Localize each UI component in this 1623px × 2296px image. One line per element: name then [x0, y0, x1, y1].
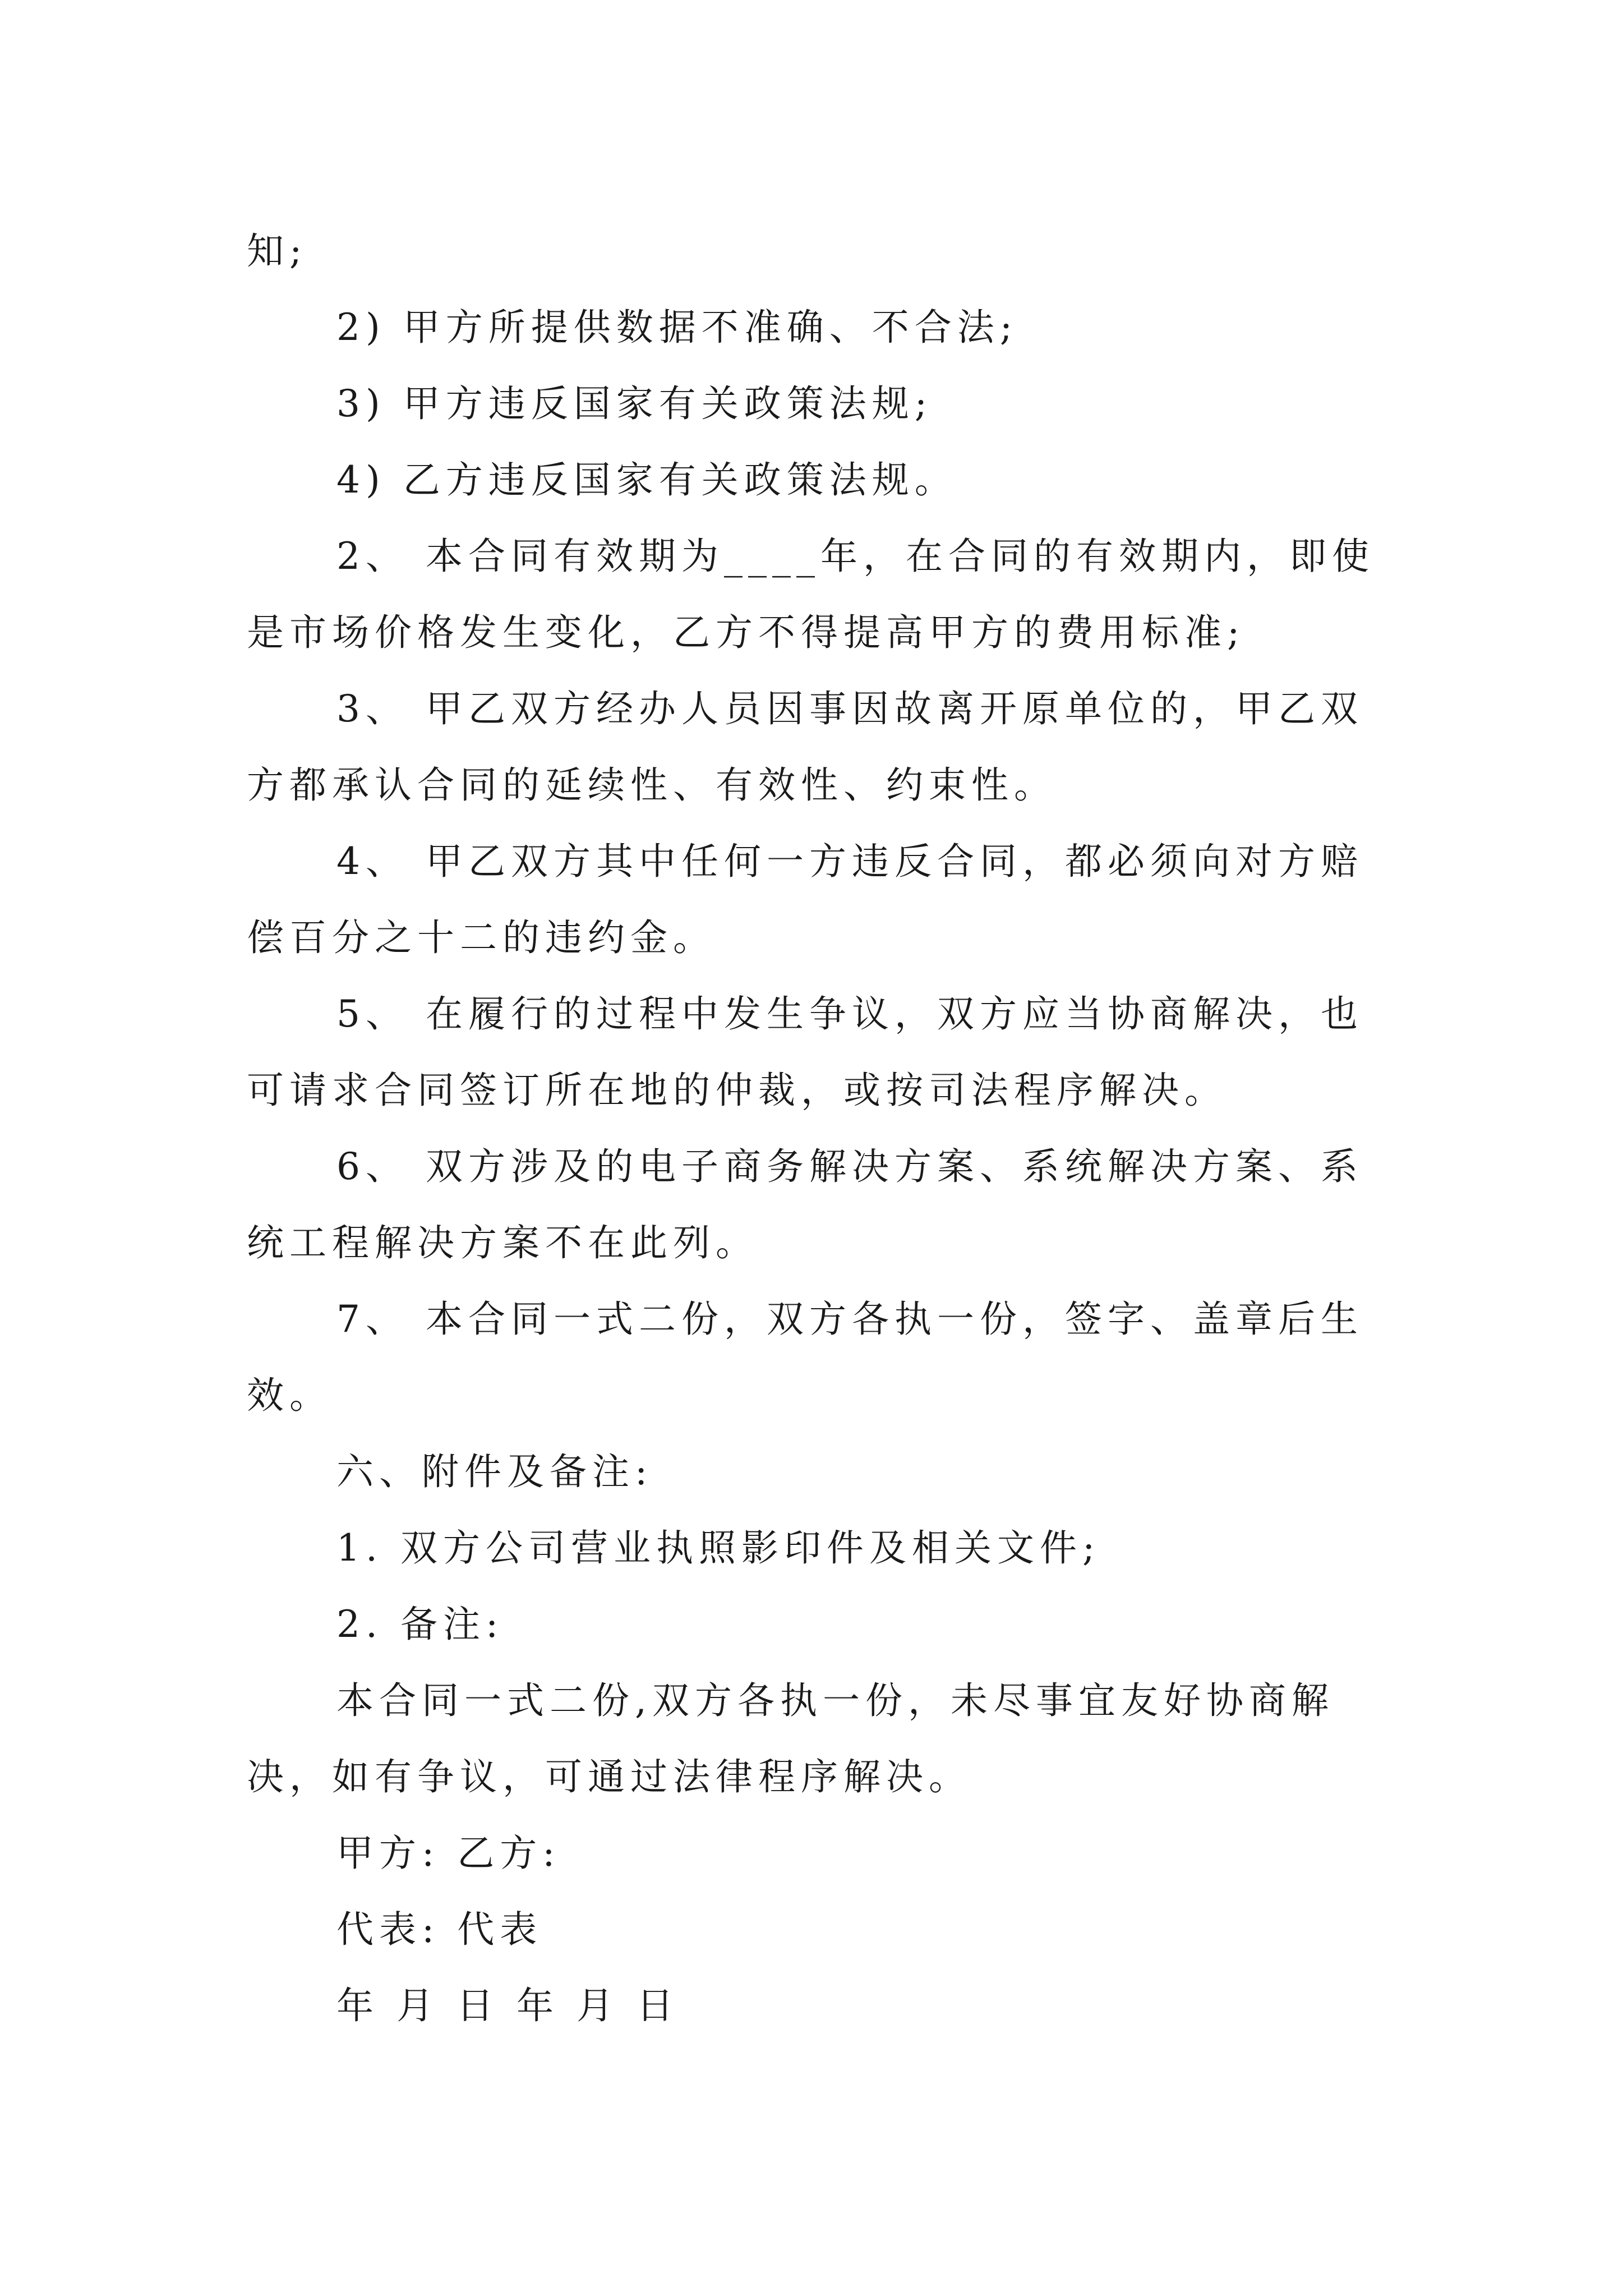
text-line: 3、 甲乙双方经办人员因事因故离开原单位的，甲乙双 — [336, 687, 1363, 730]
text-line: 1. 双方公司营业执照影印件及相关文件; — [336, 1526, 1101, 1570]
text-line: 3) 甲方违反国家有关政策法规; — [336, 382, 933, 425]
text-line: 5、 在履行的过程中发生争议，双方应当协商解决，也 — [336, 992, 1363, 1036]
text-line: 6、 双方涉及的电子商务解决方案、系统解决方案、系 — [336, 1145, 1363, 1188]
text-line: 决，如有争议，可通过法律程序解决。 — [247, 1755, 971, 1798]
signature-date-line: 年 月 日 年 月 日 — [336, 1984, 679, 2027]
signature-party-line: 甲方: 乙方: — [336, 1832, 561, 1875]
text-line: 可请求合同签订所在地的仲裁，或按司法程序解决。 — [247, 1069, 1227, 1112]
section-heading: 六、附件及备注: — [336, 1450, 653, 1493]
signature-representative-line: 代表: 代表 — [336, 1908, 543, 1951]
text-line: 2、 本合同有效期为____年，在合同的有效期内，即使 — [336, 535, 1375, 578]
text-line: 7、 本合同一式二份，双方各执一份，签字、盖章后生 — [336, 1297, 1363, 1341]
text-line: 统工程解决方案不在此列。 — [247, 1221, 758, 1264]
text-line: 本合同一式二份,双方各执一份，未尽事宜友好协商解 — [336, 1679, 1334, 1722]
text-line: 4) 乙方违反国家有关政策法规。 — [336, 458, 957, 501]
text-line: 2) 甲方所提供数据不准确、不合法; — [336, 306, 1018, 349]
text-line: 方都承认合同的延续性、有效性、约束性。 — [247, 763, 1057, 807]
text-line: 效。 — [247, 1374, 332, 1417]
text-line: 是市场价格发生变化，乙方不得提高甲方的费用标准; — [247, 611, 1246, 654]
text-line: 2. 备注: — [336, 1603, 504, 1646]
document-page — [247, 213, 1391, 2044]
text-line: 知; — [247, 229, 308, 273]
text-line: 4、 甲乙双方其中任何一方违反合同，都必须向对方赔 — [336, 840, 1363, 883]
text-line: 偿百分之十二的违约金。 — [247, 916, 716, 959]
